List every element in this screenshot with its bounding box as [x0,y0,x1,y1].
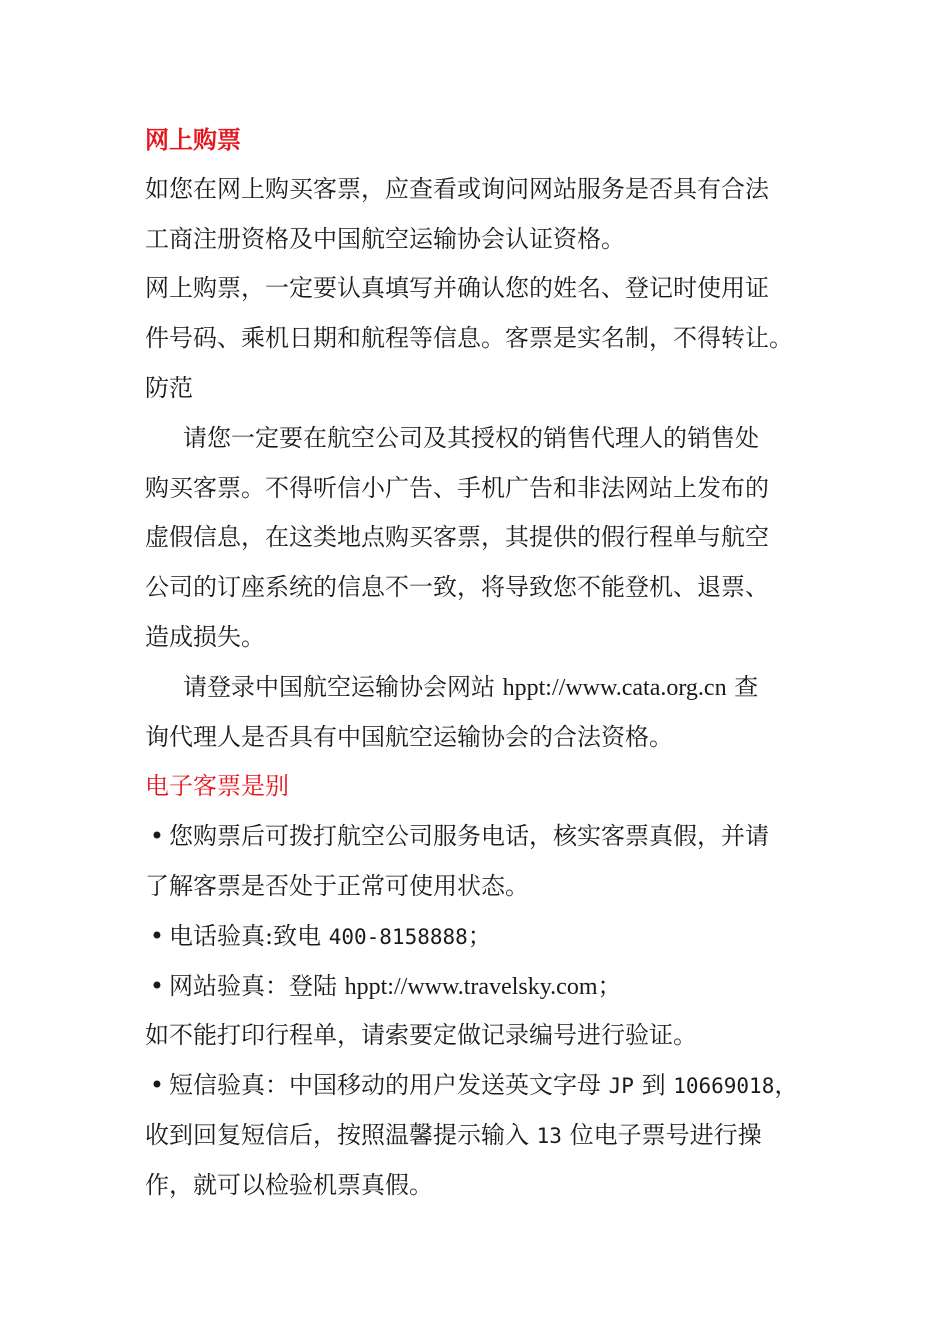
ticket-digit-count: 13 [536,1123,562,1148]
paragraph-line: 作，就可以检验机票真假。 [145,1170,433,1199]
paragraph-line: 了解客票是否处于正常可使用状态。 [145,871,529,900]
text-segment: ； [467,921,492,950]
cata-website-link[interactable]: hppt://www.cata.org.cn [502,674,727,701]
bullet-item [145,1061,810,1111]
bullet-item [145,912,810,962]
section-title-online-booking: 网上购票 [145,125,241,154]
paragraph-line: 如不能打印行程单，请索要定做记录编号进行验证。 [145,1021,697,1050]
paragraph-line [145,1111,810,1161]
paragraph-line: 购买客票。不得听信小广告、手机广告和非法网站上发布的 [145,473,769,502]
paragraph-line: 询代理人是否具有中国航空运输协会的合法资格。 [145,722,673,751]
text-segment: 您购票后可拨打航空公司服务电话，核实客票真假，并请 [169,822,769,851]
bullet-icon: • [149,971,165,1000]
bullet-icon: • [149,921,165,950]
text-segment: 请登录中国航空运输协会网站 [183,672,503,701]
paragraph-line: 件号码、乘机日期和航程等信息。客票是实名制，不得转让。 [145,324,793,353]
text-segment: 短信验真：中国移动的用户发送英文字母 [169,1071,609,1100]
document-page [145,115,810,1211]
phone-number: 400-8158888 [328,924,468,949]
paragraph-line: 网上购票，一定要认真填写并确认您的姓名、登记时使用证 [145,274,769,303]
section-title-e-ticket-verification: 电子客票是别 [145,772,289,801]
paragraph-line: 公司的订座系统的信息不一致，将导致您不能登机、退票、 [145,573,769,602]
sms-number: 10669018 [673,1074,775,1099]
bullet-item [145,962,810,1012]
paragraph-line: 工商注册资格及中国航空运输协会认证资格。 [145,224,625,253]
text-segment: 收到回复短信后，按照温馨提示输入 [145,1120,537,1149]
text-segment: 电话验真:致电 [169,921,329,950]
bullet-item [145,812,810,862]
travelsky-website-link[interactable]: hppt://www.travelsky.com [344,973,598,1000]
bullet-icon: • [149,1071,165,1100]
paragraph-line: 虚假信息，在这类地点购买客票，其提供的假行程单与航空 [145,523,769,552]
text-segment: 网站验真：登陆 [169,971,345,1000]
text-segment: ； [597,971,622,1000]
paragraph-line: 造成损失。 [145,622,265,651]
text-segment: 位电子票号进行操 [561,1120,762,1149]
paragraph-line: 如您在网上购买客票，应查看或询问网站服务是否具有合法 [145,174,769,203]
bullet-icon: • [149,822,165,851]
text-segment: 查 [726,672,759,701]
text-segment: ， [774,1071,799,1100]
sms-code: JP [608,1074,634,1099]
paragraph-line [145,663,810,713]
text-segment: 到 [633,1071,674,1100]
subheading-prevention: 防范 [145,373,193,402]
paragraph-line: 请您一定要在航空公司及其授权的销售代理人的销售处 [183,423,759,452]
